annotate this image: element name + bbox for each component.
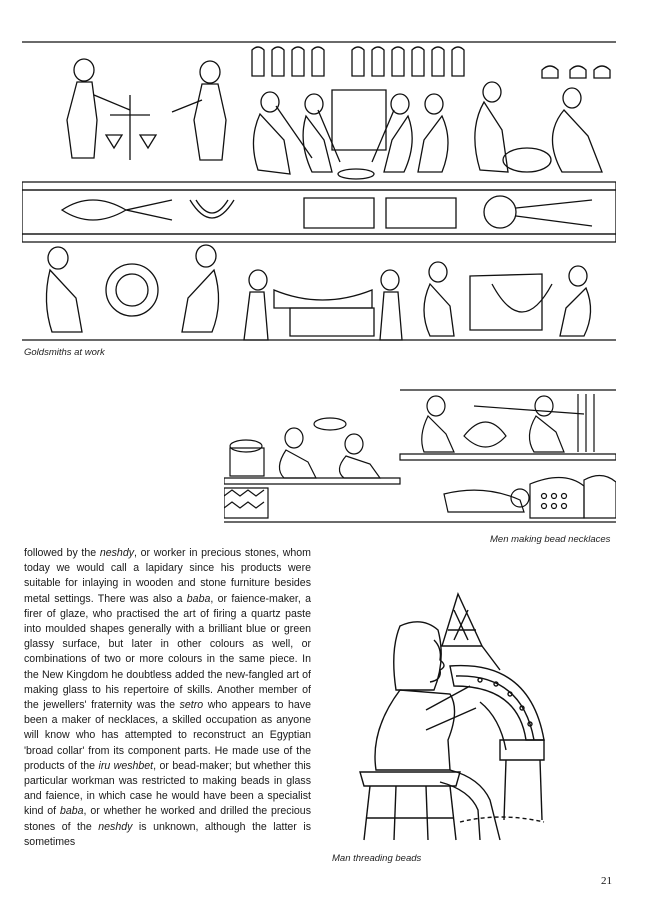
text-run: , or faience-maker, a firer of glaze, who practised the art of firing a quartz paste into moulded shapes generally with a brilliant blue or green glassy surface, but later in other colours as well, or combinations of two or more colours in the same piece. In the New Kingdom he doubtless added the new-fangled art of making glass to his repertoire of skills. Another member of the jewellers' fraternity was the bbox=[24, 592, 311, 712]
term-baba: baba bbox=[59, 805, 84, 818]
text-run: followed by the bbox=[24, 547, 100, 559]
text-run: , or worker in precious stones, whom today we would call a lapidary since his products were suitable for inlaying in wooden and stone furniture besides metal settings. There was also a bbox=[24, 547, 311, 605]
text-run: is unknown, although the latter is sometimes bbox=[24, 820, 311, 848]
body-paragraph bbox=[24, 546, 311, 850]
term-baba: baba bbox=[186, 592, 211, 605]
goldsmiths-caption: Goldsmiths at work bbox=[24, 347, 105, 358]
goldsmiths-relief-figure bbox=[22, 40, 616, 342]
text-run: who appears to have been a maker of necklaces, a skilled occupation as anyone will know who has attempted to reconstruct an Egyptian 'broad collar' from its component parts. He made use of the products of the bbox=[24, 699, 311, 772]
term-iru-weshbet: iru weshbet bbox=[98, 759, 154, 772]
text-run: , or whether he worked and drilled the precious stones of the bbox=[24, 805, 311, 833]
threading-beads-figure bbox=[330, 590, 550, 846]
term-neshdy: neshdy bbox=[98, 820, 133, 833]
text-run: , or bead-maker; but whether this particular workman was restricted to making beads in glass and faience, in which case he would have been a specialist kind of bbox=[24, 759, 311, 818]
term-setro: setro bbox=[179, 699, 204, 712]
page-number: 21 bbox=[601, 875, 612, 887]
threading-beads-caption: Man threading beads bbox=[332, 853, 422, 864]
bead-necklaces-caption: Men making bead necklaces bbox=[490, 534, 611, 545]
term-neshdy: neshdy bbox=[99, 547, 135, 559]
bead-necklaces-relief-figure bbox=[224, 388, 616, 524]
